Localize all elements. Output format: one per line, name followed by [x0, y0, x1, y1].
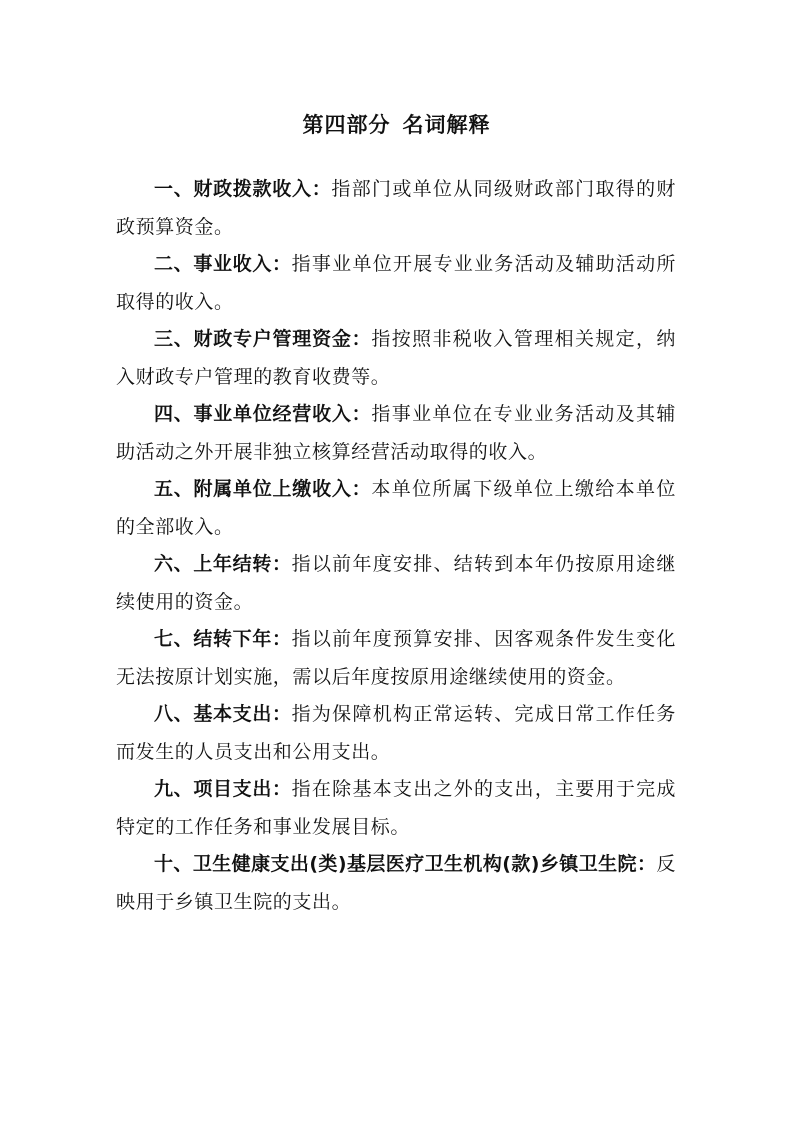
definitions-list	[116, 171, 676, 921]
definition-text: 指以前年度预算安排、因客观条件发生变化无法按原计划实施，需以后年度按原用途继续使用的资金。	[116, 628, 676, 688]
definition-term: 六、上年结转：	[154, 553, 292, 575]
definition-item	[116, 546, 676, 621]
definition-term: 二、事业收入：	[154, 253, 292, 275]
definition-item	[116, 696, 676, 771]
definition-text: 指在除基本支出之外的支出，主要用于完成特定的工作任务和事业发展目标。	[116, 778, 676, 838]
title-name: 名词解释	[402, 113, 491, 137]
definition-text: 指为保障机构正常运转、完成日常工作任务而发生的人员支出和公用支出。	[116, 703, 676, 763]
definition-term: 十、卫生健康支出(类)基层医疗卫生机构(款)乡镇卫生院：	[154, 853, 657, 875]
definition-term: 五、附属单位上缴收入：	[154, 478, 372, 500]
definition-item	[116, 846, 676, 921]
definition-item	[116, 171, 676, 246]
page-title	[0, 108, 793, 142]
definition-text: 指以前年度安排、结转到本年仍按原用途继续使用的资金。	[116, 553, 676, 613]
definition-term: 三、财政专户管理资金：	[154, 328, 372, 350]
definition-item	[116, 621, 676, 696]
definition-term: 四、事业单位经营收入：	[154, 403, 372, 425]
definition-text: 反映用于乡镇卫生院的支出。	[116, 853, 676, 913]
definition-item	[116, 396, 676, 471]
definition-item	[116, 321, 676, 396]
definition-item	[116, 246, 676, 321]
definition-term: 七、结转下年：	[154, 628, 292, 650]
definition-term: 八、基本支出：	[154, 703, 292, 725]
title-part: 第四部分	[302, 113, 391, 137]
definition-text: 指部门或单位从同级财政部门取得的财政预算资金。	[116, 178, 676, 238]
definition-item	[116, 771, 676, 846]
definition-text: 指事业单位在专业业务活动及其辅助活动之外开展非独立核算经营活动取得的收入。	[116, 403, 676, 463]
definition-text: 本单位所属下级单位上缴给本单位的全部收入。	[116, 478, 676, 538]
definition-term: 一、财政拨款收入：	[154, 178, 332, 200]
definition-term: 九、项目支出：	[154, 778, 292, 800]
definition-text: 指事业单位开展专业业务活动及辅助活动所取得的收入。	[116, 253, 676, 313]
definition-item	[116, 471, 676, 546]
definition-text: 指按照非税收入管理相关规定，纳入财政专户管理的教育收费等。	[116, 328, 676, 388]
